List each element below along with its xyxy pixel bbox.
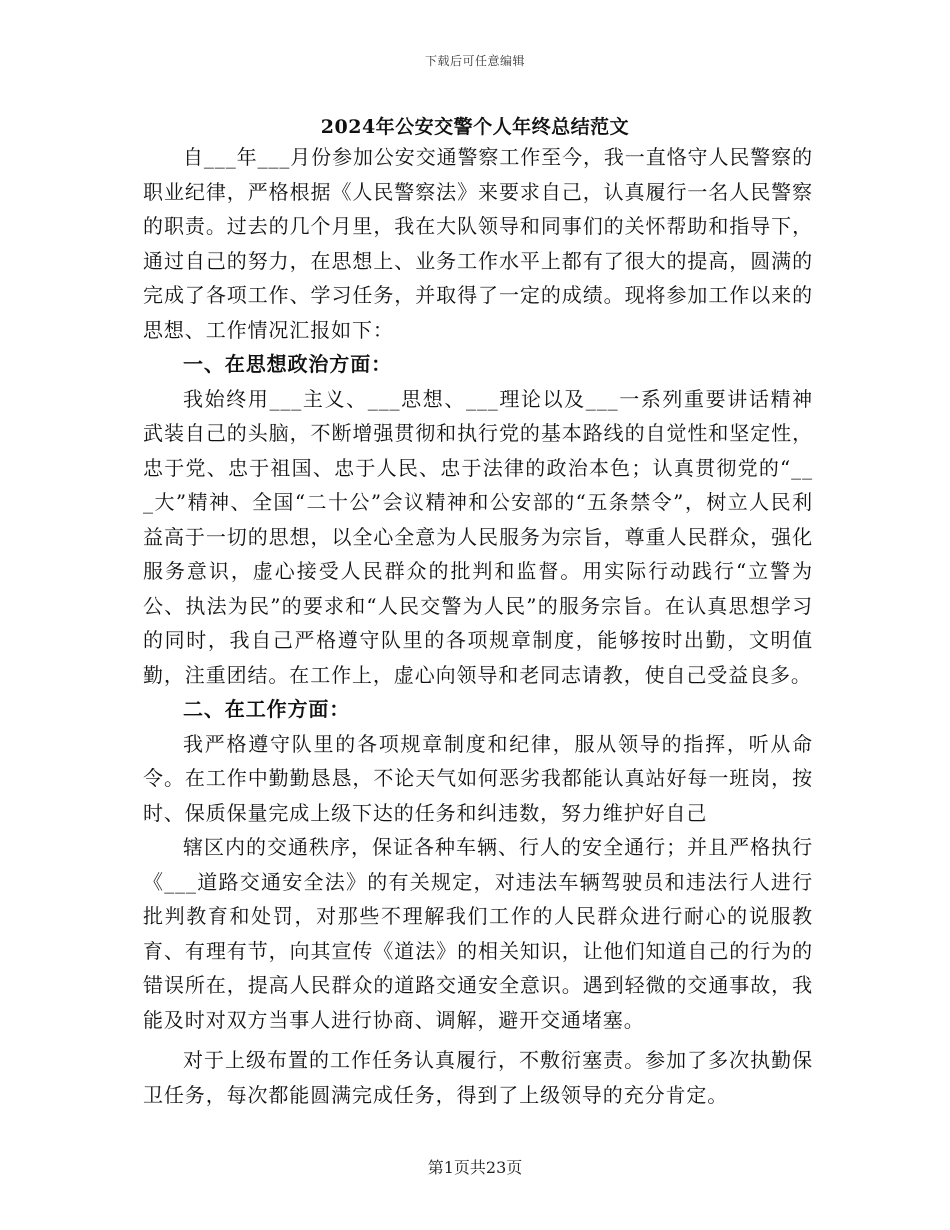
politics-paragraph: 我始终用___主义、___思想、___理论以及___一系列重要讲话精神武装自己的头脑，不断增强贯彻和执行党的基本路线的自觉性和坚定性，忠于党、忠于祖国、忠于人民、忠于法律的政治本色；认真贯彻党的“___大”精神、全国“二十公”会议精神和公安部的“五条禁令”，树立人民利益高于一切的思想，以全心全意为人民服务为宗旨，尊重人民群众，强化服务意识，虚心接受人民群众的批判和监督。用实际行动践行“立警为公、执法为民”的要求和“人民交警为人民”的服务宗旨。在认真思想学习的同时，我自己严格遵守队里的各项规章制度，能够按时出勤，文明值勤，注重团结。在工作上，虚心向领导和老同志请教，使自己受益良多。 (143, 386, 813, 687)
work-paragraph-1: 我严格遵守队里的各项规章制度和纪律，服从领导的指挥，听从命令。在工作中勤勤恳恳，不论天气如何恶劣我都能认真站好每一班岗，按时、保质保量完成上级下达的任务和纠违数，努力维护好自己 (143, 731, 813, 825)
page-number-footer: 第1页共23页 (427, 1158, 523, 1177)
section-heading-politics: 一、在思想政治方面： (183, 352, 392, 376)
intro-paragraph: 自___年___月份参加公安交通警察工作至今，我一直恪守人民警察的职业纪律，严格根据《人民警察法》来要求自己，认真履行一名人民警察的职责。过去的几个月里，我在大队领导和同事们的关怀帮助和指导下，通过自己的努力，在思想上、业务工作水平上都有了很大的提高，圆满的完成了各项工作、学习任务，并取得了一定的成绩。现将参加工作以来的思想、工作情况汇报如下： (143, 145, 813, 342)
work-paragraph-3: 对于上级布置的工作任务认真履行，不敷衍塞责。参加了多次执勤保卫任务，每次都能圆满完成任务，得到了上级领导的充分肯定。 (143, 1048, 813, 1107)
document-title: 2024年公安交警个人年终总结范文 (320, 116, 630, 138)
section-heading-work: 二、在工作方面： (183, 697, 351, 721)
header-note: 下载后可任意编辑 (424, 54, 525, 68)
document-body (143, 140, 813, 1112)
work-paragraph-2: 辖区内的交通秩序，保证各种车辆、行人的安全通行；并且严格执行《___道路交通安全法》的有关规定，对违法车辆驾驶员和违法行人进行批判教育和处罚，对那些不理解我们工作的人民群众进行耐心的说服教育、有理有节，向其宣传《道法》的相关知识，让他们知道自己的行为的错误所在，提高人民群众的道路交通安全意识。遇到轻微的交通事故，我能及时对双方当事人进行协商、调解，避开交通堵塞。 (143, 835, 813, 1032)
